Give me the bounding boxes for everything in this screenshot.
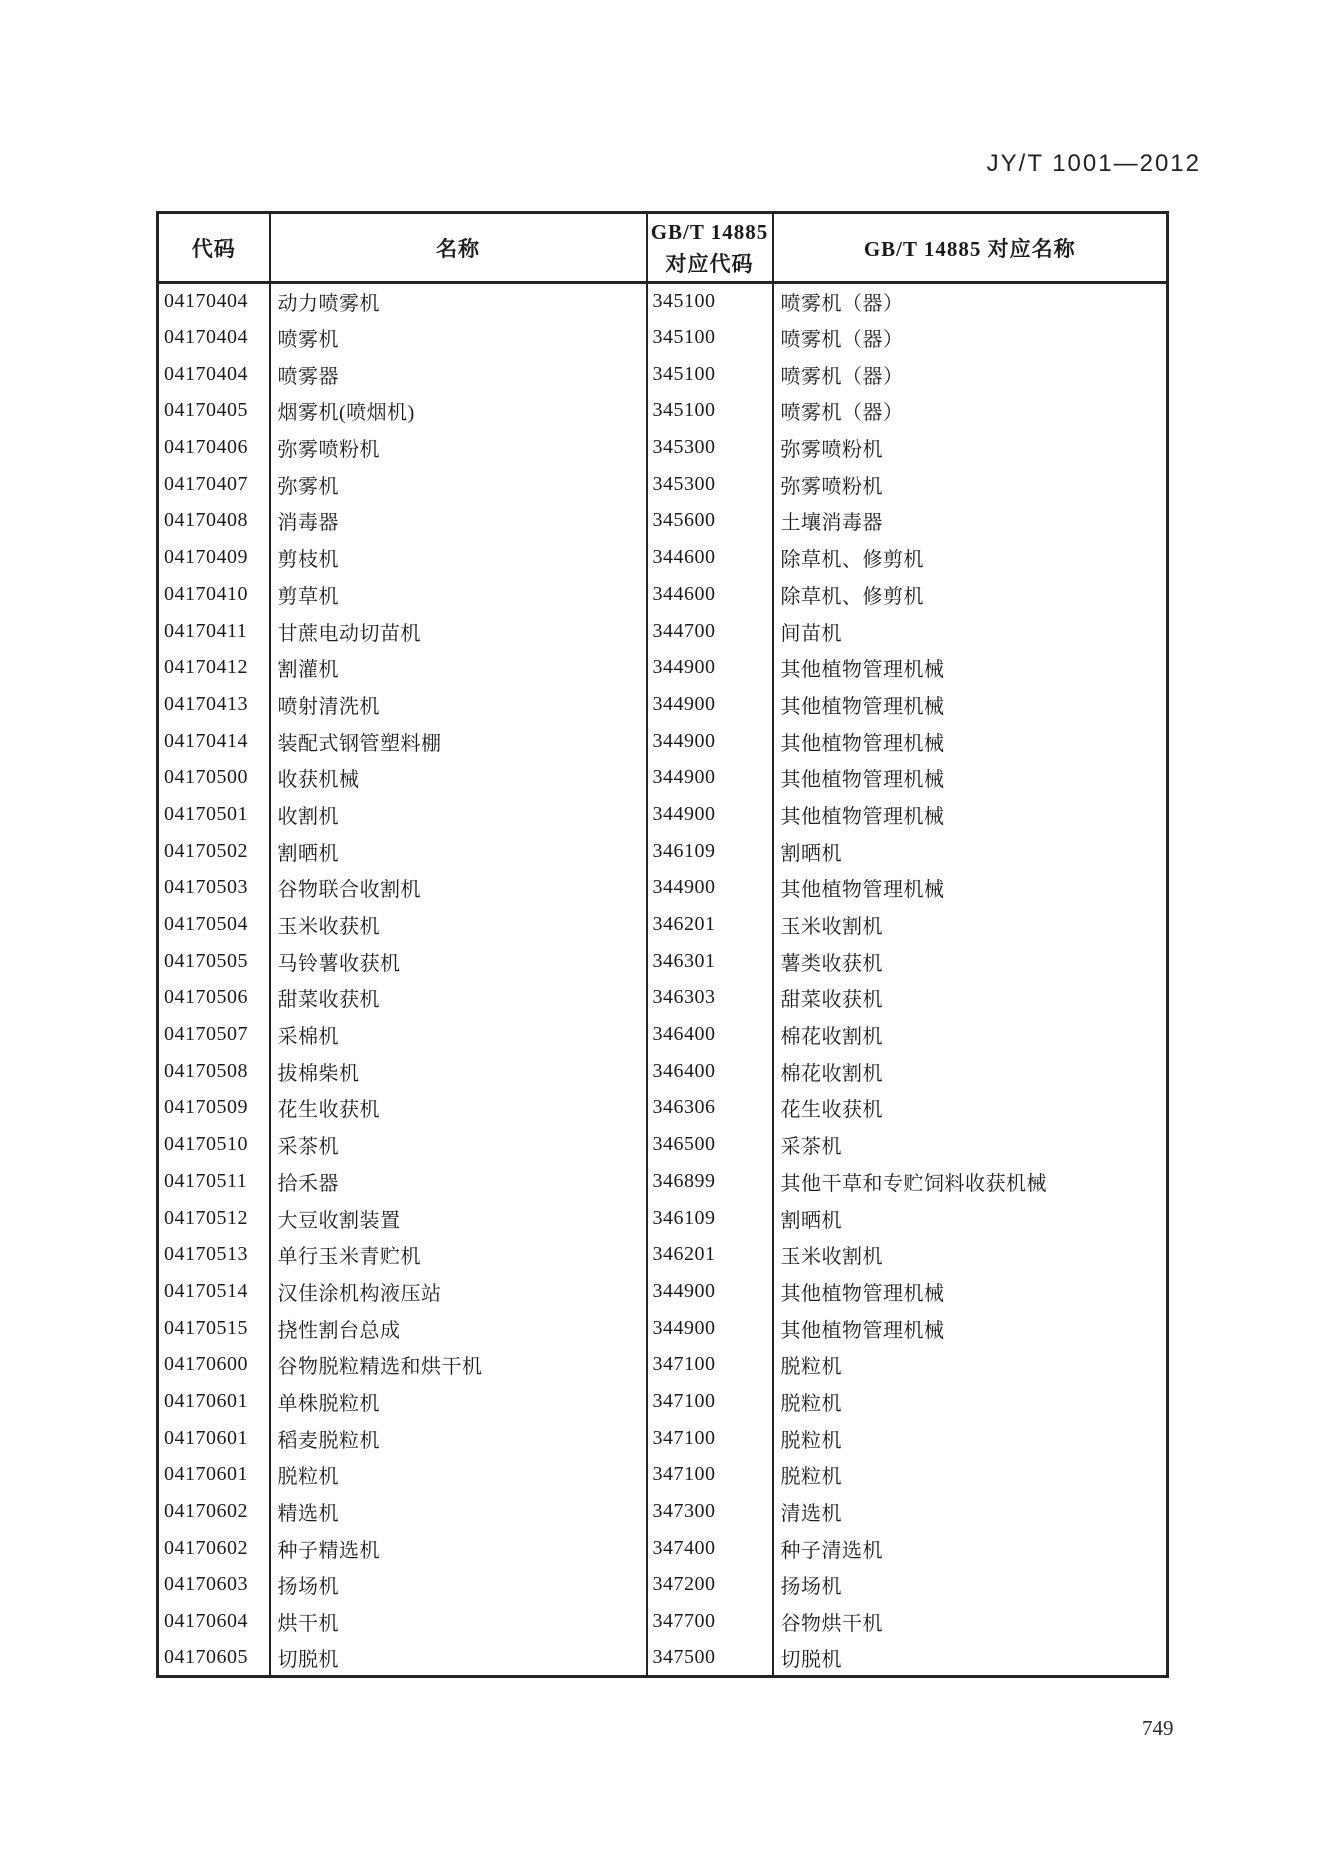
table-cell: 甜菜收获机 [773, 980, 1168, 1017]
table-row [158, 1236, 1168, 1273]
table-cell: 清选机 [773, 1493, 1168, 1530]
table-cell: 喷雾机（器） [773, 319, 1168, 356]
table-row [158, 980, 1168, 1017]
table-row [158, 576, 1168, 613]
table-cell: 344900 [647, 759, 773, 796]
table-cell: 345300 [647, 429, 773, 466]
table-cell: 347200 [647, 1567, 773, 1604]
table-row [158, 1090, 1168, 1127]
table-cell: 种子清选机 [773, 1530, 1168, 1567]
table-cell: 344900 [647, 723, 773, 760]
table-cell: 装配式钢管塑料棚 [270, 723, 647, 760]
table-cell: 割晒机 [773, 1200, 1168, 1237]
table-cell: 347700 [647, 1603, 773, 1640]
table-row [158, 503, 1168, 540]
table-row [158, 723, 1168, 760]
table-cell: 04170504 [164, 913, 248, 936]
table-cell: 除草机、修剪机 [773, 539, 1168, 576]
table-cell: 弥雾机 [270, 466, 647, 503]
table-row [158, 943, 1168, 980]
header-cell-gb-name: GB/T 14885 对应名称 [773, 213, 1168, 283]
table-cell: 04170501 [164, 802, 248, 825]
table-cell: 04170511 [164, 1169, 248, 1192]
table-cell: 谷物烘干机 [773, 1603, 1168, 1640]
table-cell: 割晒机 [773, 833, 1168, 870]
table-cell: 04170502 [164, 839, 248, 862]
table-cell: 其他植物管理机械 [773, 759, 1168, 796]
table-cell: 04170512 [164, 1206, 248, 1229]
header-cell-code: 代码 [158, 213, 270, 283]
table-cell: 346303 [647, 980, 773, 1017]
table-row [158, 1530, 1168, 1567]
table-row [158, 1567, 1168, 1604]
table-cell: 04170604 [164, 1610, 248, 1633]
table-cell: 345100 [647, 356, 773, 393]
table-row [158, 429, 1168, 466]
table-cell: 喷雾机（器） [773, 393, 1168, 430]
table-cell: 单行玉米青贮机 [270, 1236, 647, 1273]
table-cell: 其他植物管理机械 [773, 723, 1168, 760]
table-row [158, 613, 1168, 650]
table-row [158, 833, 1168, 870]
table-cell: 04170513 [164, 1243, 248, 1266]
table-cell: 04170603 [164, 1573, 248, 1596]
table-cell: 喷雾机（器） [773, 283, 1168, 320]
table-cell: 割灌机 [270, 649, 647, 686]
table-cell: 347500 [647, 1640, 773, 1677]
table-cell: 其他植物管理机械 [773, 686, 1168, 723]
table-cell: 土壤消毒器 [773, 503, 1168, 540]
table-cell: 谷物联合收割机 [270, 870, 647, 907]
table-cell: 344900 [647, 870, 773, 907]
table-cell: 割晒机 [270, 833, 647, 870]
table-cell: 拔棉柴机 [270, 1053, 647, 1090]
table-cell: 04170514 [164, 1279, 248, 1302]
table-cell: 脱粒机 [270, 1457, 647, 1494]
header-gb-code-line2: 对应代码 [665, 251, 754, 276]
table-row [158, 356, 1168, 393]
table-cell: 346201 [647, 906, 773, 943]
table-row [158, 1016, 1168, 1053]
table-cell: 动力喷雾机 [270, 283, 647, 320]
table-cell: 04170405 [164, 399, 248, 422]
table-row [158, 796, 1168, 833]
table-cell: 04170508 [164, 1059, 248, 1082]
table-cell: 其他植物管理机械 [773, 1273, 1168, 1310]
table-cell: 344600 [647, 576, 773, 613]
table-row [158, 1493, 1168, 1530]
table-cell: 347100 [647, 1383, 773, 1420]
table-cell: 345100 [647, 319, 773, 356]
table-cell: 04170601 [164, 1389, 248, 1412]
table-cell: 344900 [647, 686, 773, 723]
table-cell: 04170411 [164, 619, 248, 642]
table-cell: 347100 [647, 1420, 773, 1457]
table-cell: 346400 [647, 1016, 773, 1053]
table-cell: 喷雾机（器） [773, 356, 1168, 393]
table-cell: 喷雾器 [270, 356, 647, 393]
table-cell: 347100 [647, 1346, 773, 1383]
table-cell: 04170408 [164, 509, 248, 532]
table-cell: 采棉机 [270, 1016, 647, 1053]
table-cell: 04170602 [164, 1536, 248, 1559]
table-cell: 04170503 [164, 876, 248, 899]
table-cell: 玉米收割机 [773, 1236, 1168, 1273]
table-row [158, 1200, 1168, 1237]
table-cell: 玉米收获机 [270, 906, 647, 943]
table-cell: 其他植物管理机械 [773, 796, 1168, 833]
table-cell: 04170509 [164, 1096, 248, 1119]
table-cell: 04170406 [164, 436, 248, 459]
table-cell: 花生收获机 [773, 1090, 1168, 1127]
table-cell: 谷物脱粒精选和烘干机 [270, 1346, 647, 1383]
table-cell: 烘干机 [270, 1603, 647, 1640]
table-cell: 04170600 [164, 1353, 248, 1376]
table-cell: 甜菜收获机 [270, 980, 647, 1017]
table-row [158, 1053, 1168, 1090]
table-cell: 弥雾喷粉机 [773, 466, 1168, 503]
table-cell: 04170601 [164, 1426, 248, 1449]
table-cell: 消毒器 [270, 503, 647, 540]
table-cell: 347300 [647, 1493, 773, 1530]
table-cell: 04170505 [164, 949, 248, 972]
table-cell: 344900 [647, 649, 773, 686]
table-row [158, 906, 1168, 943]
table-cell: 346306 [647, 1090, 773, 1127]
table-cell: 脱粒机 [773, 1346, 1168, 1383]
page-number: 749 [1142, 1716, 1174, 1740]
table-cell: 弥雾喷粉机 [270, 429, 647, 466]
table-cell: 344900 [647, 1310, 773, 1347]
table-cell: 345300 [647, 466, 773, 503]
table-cell: 其他植物管理机械 [773, 649, 1168, 686]
table-cell: 花生收获机 [270, 1090, 647, 1127]
table-cell: 04170404 [164, 290, 248, 313]
table-cell: 烟雾机(喷烟机) [270, 393, 647, 430]
table-cell: 精选机 [270, 1493, 647, 1530]
table-cell: 04170410 [164, 582, 248, 605]
table-row [158, 1383, 1168, 1420]
table-cell: 346109 [647, 1200, 773, 1237]
table-cell: 04170510 [164, 1133, 248, 1156]
table-cell: 采茶机 [270, 1126, 647, 1163]
table-cell: 脱粒机 [773, 1420, 1168, 1457]
table-cell: 346301 [647, 943, 773, 980]
table-cell: 346201 [647, 1236, 773, 1273]
table-cell: 剪草机 [270, 576, 647, 613]
table-row [158, 1163, 1168, 1200]
table-cell: 345100 [647, 283, 773, 320]
table-row [158, 319, 1168, 356]
table-cell: 347100 [647, 1457, 773, 1494]
table-row [158, 649, 1168, 686]
table-cell: 04170500 [164, 766, 248, 789]
table-cell: 344900 [647, 796, 773, 833]
table-cell: 间苗机 [773, 613, 1168, 650]
table-cell: 345100 [647, 393, 773, 430]
table-cell: 346500 [647, 1126, 773, 1163]
table-cell: 04170605 [164, 1646, 248, 1669]
table-cell: 04170404 [164, 362, 248, 385]
table-cell: 04170404 [164, 326, 248, 349]
table-row [158, 466, 1168, 503]
table-cell: 喷雾机 [270, 319, 647, 356]
table-cell: 大豆收割装置 [270, 1200, 647, 1237]
table-row [158, 686, 1168, 723]
table-cell: 其他植物管理机械 [773, 1310, 1168, 1347]
table-cell: 稻麦脱粒机 [270, 1420, 647, 1457]
table-cell: 甘蔗电动切苗机 [270, 613, 647, 650]
table-body [158, 283, 1168, 1677]
table-cell: 344900 [647, 1273, 773, 1310]
table-row [158, 393, 1168, 430]
table-cell: 04170413 [164, 692, 248, 715]
table-cell: 挠性割台总成 [270, 1310, 647, 1347]
table-cell: 弥雾喷粉机 [773, 429, 1168, 466]
header-gb-code-line1: GB/T 14885 [650, 219, 769, 244]
table-cell: 347400 [647, 1530, 773, 1567]
table-cell: 收获机械 [270, 759, 647, 796]
table-cell: 玉米收割机 [773, 906, 1168, 943]
table-cell: 344700 [647, 613, 773, 650]
table-cell: 04170515 [164, 1316, 248, 1339]
table-row [158, 1457, 1168, 1494]
table-row [158, 1126, 1168, 1163]
table-cell: 04170407 [164, 472, 248, 495]
table-cell: 04170507 [164, 1023, 248, 1046]
table-cell: 薯类收获机 [773, 943, 1168, 980]
table-cell: 344600 [647, 539, 773, 576]
header-cell-gb-code [647, 213, 773, 283]
table-cell: 04170602 [164, 1500, 248, 1523]
table-cell: 04170601 [164, 1463, 248, 1486]
table-cell: 单株脱粒机 [270, 1383, 647, 1420]
table-row [158, 1273, 1168, 1310]
table-cell: 扬场机 [773, 1567, 1168, 1604]
table-cell: 采茶机 [773, 1126, 1168, 1163]
table-cell: 其他干草和专贮饲料收获机械 [773, 1163, 1168, 1200]
table-row [158, 1346, 1168, 1383]
table-cell: 脱粒机 [773, 1457, 1168, 1494]
table-cell: 04170414 [164, 729, 248, 752]
table-cell: 346109 [647, 833, 773, 870]
table-row [158, 283, 1168, 320]
table-row [158, 539, 1168, 576]
table-cell: 棉花收割机 [773, 1053, 1168, 1090]
table-row [158, 1310, 1168, 1347]
table-row [158, 870, 1168, 907]
table-cell: 拾禾器 [270, 1163, 647, 1200]
code-mapping-table [156, 211, 1169, 1678]
table-cell: 346899 [647, 1163, 773, 1200]
table-row [158, 759, 1168, 796]
table-row [158, 1420, 1168, 1457]
table-cell: 收割机 [270, 796, 647, 833]
table-cell: 扬场机 [270, 1567, 647, 1604]
standard-number: JY/T 1001—2012 [986, 150, 1201, 177]
table-cell: 除草机、修剪机 [773, 576, 1168, 613]
table-cell: 切脱机 [270, 1640, 647, 1677]
table-header [158, 213, 1168, 283]
table-row [158, 1603, 1168, 1640]
table-cell: 剪枝机 [270, 539, 647, 576]
table-cell: 其他植物管理机械 [773, 870, 1168, 907]
header-row [158, 213, 1168, 283]
table-cell: 汉佳涂机构液压站 [270, 1273, 647, 1310]
table-cell: 345600 [647, 503, 773, 540]
table-cell: 种子精选机 [270, 1530, 647, 1567]
table-cell: 04170409 [164, 546, 248, 569]
header-cell-name: 名称 [270, 213, 647, 283]
table-cell: 切脱机 [773, 1640, 1168, 1677]
table-cell: 04170412 [164, 656, 248, 679]
table-cell: 脱粒机 [773, 1383, 1168, 1420]
table-row [158, 1640, 1168, 1677]
table-cell: 喷射清洗机 [270, 686, 647, 723]
table-cell: 马铃薯收获机 [270, 943, 647, 980]
table-cell: 棉花收割机 [773, 1016, 1168, 1053]
table-cell: 04170506 [164, 986, 248, 1009]
table-cell: 346400 [647, 1053, 773, 1090]
